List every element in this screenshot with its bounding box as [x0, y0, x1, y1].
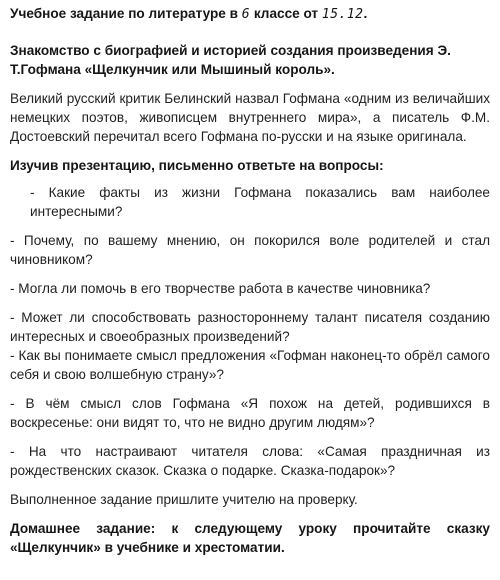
assignment-date: 15.12 [321, 7, 364, 22]
question-1: - Какие факты из жизни Гофмана показались вам наиболее интересными? [30, 185, 490, 219]
grade-number: 6 [241, 7, 251, 22]
assignment-prefix: Учебное задание по литературе в [10, 6, 242, 21]
assignment-suffix: . [363, 6, 368, 21]
question-6: - В чём смысл слов Гофмана «Я похож на детей, родившихся в воскресенье: они видят то, что не видно другим людям»? [10, 396, 490, 430]
submit-note: Выполненное задание пришлите учителю на проверку. [10, 492, 358, 507]
question-2: - Почему, по вашему мнению, он покорился воле родителей и стал чиновником? [10, 233, 490, 267]
question-3: - Могла ли помочь в его творчестве работа в качестве чиновника? [10, 281, 431, 296]
assignment-title [10, 4, 490, 24]
assignment-middle: классе от [250, 6, 322, 21]
question-4: - Может ли способствовать разностороннему талант писателя созданию интересных и своеобразных произведений? [10, 310, 490, 344]
topic-heading: Знакомство с биографией и историей создания произведения Э. Т.Гофмана «Щелкунчик или Мышиный король». [10, 43, 451, 77]
question-7: - На что настраивают читателя слова: «Самая праздничная из рождественских сказок. Сказка о подарке. Сказка-подарок»? [10, 444, 490, 478]
intro-paragraph: Великий русский критик Белинский назвал Гофмана «одним из величайших немецких поэтов, живописцем внутреннего мира», а писатель Ф.М. Достоевский перечитал всего Гофмана по-русски и на языке оригинала. [10, 91, 490, 144]
question-5: - Как вы понимаете смысл предложения «Гофман наконец-то обрёл самого себя и свою волшебную страну»? [10, 348, 490, 382]
homework-paragraph: Домашнее задание: к следующему уроку прочитайте сказку «Щелкунчик» в учебнике и хрестоматии. [10, 521, 490, 555]
instruction-heading: Изучив презентацию, письменно ответьте на вопросы: [10, 158, 384, 173]
